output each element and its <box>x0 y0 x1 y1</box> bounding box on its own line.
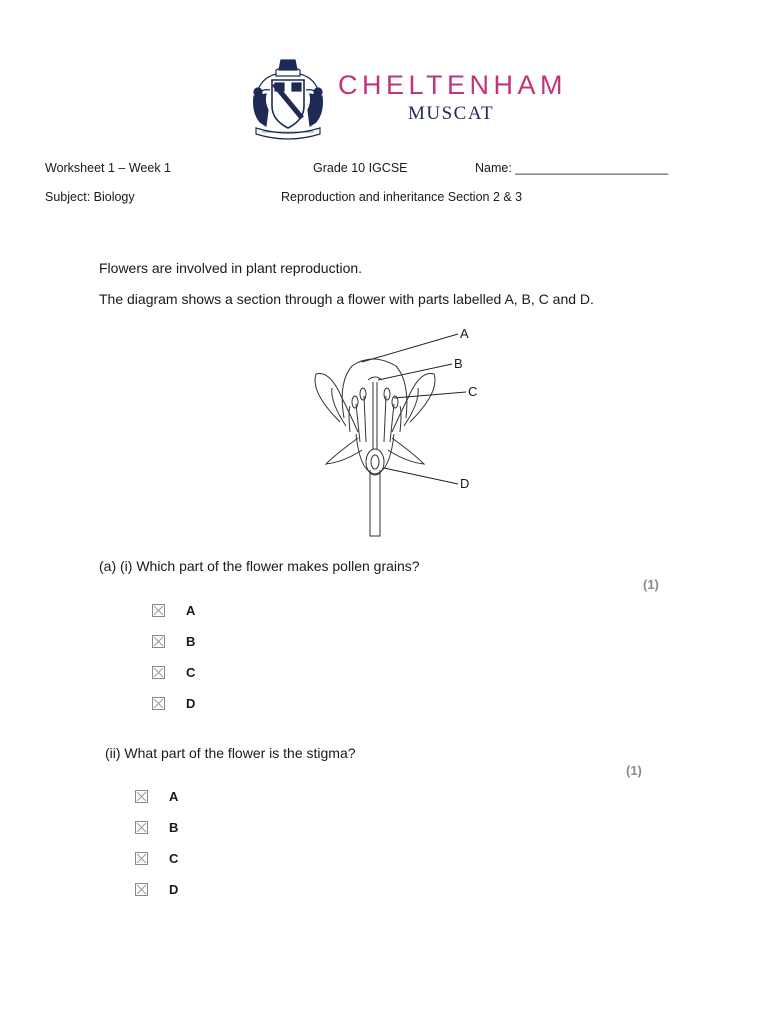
question-a-i-marks: (1) <box>643 577 659 592</box>
topic-label: Reproduction and inheritance Section 2 & 3 <box>281 190 523 204</box>
school-crest-icon <box>248 56 328 140</box>
intro-line-2: The diagram shows a section through a flower with parts labelled A, B, C and D. <box>99 291 594 307</box>
intro-line-1: Flowers are involved in plant reproduction. <box>99 260 363 276</box>
checkbox-icon[interactable] <box>135 883 148 896</box>
school-name: CHELTENHAM <box>338 70 568 100</box>
diagram-label-b: B <box>454 356 463 371</box>
option-a-ii-d[interactable]: D <box>135 882 178 897</box>
diagram-label-c: C <box>468 384 478 399</box>
grade-label: Grade 10 IGCSE <box>313 161 408 175</box>
checkbox-icon[interactable] <box>152 697 165 710</box>
school-city: MUSCAT <box>408 103 495 124</box>
checkbox-icon[interactable] <box>135 821 148 834</box>
checkbox-icon[interactable] <box>135 790 148 803</box>
name-field[interactable]: Name: ______________________ <box>475 161 669 175</box>
checkbox-icon[interactable] <box>135 852 148 865</box>
option-a-i-a[interactable]: A <box>152 603 195 618</box>
diagram-label-d: D <box>460 476 470 491</box>
flower-section-diagram <box>300 322 490 542</box>
option-a-i-d[interactable]: D <box>152 696 195 711</box>
checkbox-icon[interactable] <box>152 604 165 617</box>
question-a-i: (a) (i) Which part of the flower makes pollen grains? <box>99 558 420 574</box>
option-a-i-b[interactable]: B <box>152 634 195 649</box>
option-a-ii-a[interactable]: A <box>135 789 178 804</box>
option-a-ii-b[interactable]: B <box>135 820 178 835</box>
diagram-label-a: A <box>460 326 469 341</box>
option-a-i-c[interactable]: C <box>152 665 195 680</box>
checkbox-icon[interactable] <box>152 635 165 648</box>
question-a-ii-marks: (1) <box>626 763 642 778</box>
subject-label: Subject: Biology <box>45 190 135 204</box>
question-a-ii: (ii) What part of the flower is the stigma? <box>105 745 356 761</box>
worksheet-label: Worksheet 1 – Week 1 <box>45 161 171 175</box>
option-a-ii-c[interactable]: C <box>135 851 178 866</box>
checkbox-icon[interactable] <box>152 666 165 679</box>
